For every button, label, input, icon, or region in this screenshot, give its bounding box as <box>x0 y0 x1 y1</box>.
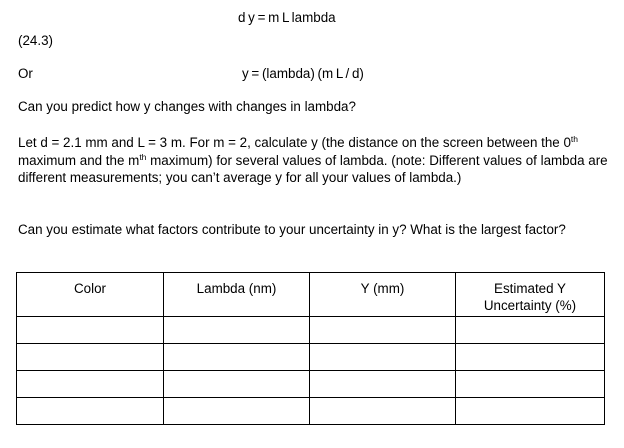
equation-line-2: y = (lambda) (m L / d) <box>242 66 364 81</box>
cell-lambda[interactable] <box>164 398 310 425</box>
question-uncertainty: Can you estimate what factors contribute to your uncertainty in y? What is the largest factor? <box>18 222 566 237</box>
or-label: Or <box>18 66 33 81</box>
header-color: Color <box>17 273 164 317</box>
cell-lambda[interactable] <box>164 317 310 344</box>
instructions-part-1: Let d = 2.1 mm and L = 3 m. For m = 2, calculate y (the distance on the screen between the 0 <box>18 135 571 150</box>
table-header-row <box>17 273 605 317</box>
question-predict: Can you predict how y changes with changes in lambda? <box>18 99 356 114</box>
equation-number: (24.3) <box>18 33 53 48</box>
cell-y[interactable] <box>310 371 456 398</box>
ordinal-suffix-0th: th <box>570 134 579 144</box>
table-row <box>17 371 605 398</box>
header-y: Y (mm) <box>310 273 456 317</box>
cell-y[interactable] <box>310 317 456 344</box>
ordinal-suffix-mth: th <box>139 151 147 162</box>
table-row <box>17 344 605 371</box>
cell-y[interactable] <box>310 398 456 425</box>
table-row <box>17 398 605 425</box>
cell-lambda[interactable] <box>164 371 310 398</box>
cell-color[interactable] <box>17 371 164 398</box>
instructions-part-2: maximum and the m <box>18 152 140 168</box>
cell-color[interactable] <box>17 317 164 344</box>
cell-uncertainty[interactable] <box>456 398 605 425</box>
instructions-part-3: maximum) for several values of lambda. (note: Different values of lambda are different measurements; you can’t average y for all your values of lambda.) <box>18 152 608 185</box>
cell-y[interactable] <box>310 344 456 371</box>
header-lambda: Lambda (nm) <box>164 273 310 317</box>
cell-uncertainty[interactable] <box>456 344 605 371</box>
table-row <box>17 317 605 344</box>
cell-uncertainty[interactable] <box>456 317 605 344</box>
equation-line-1: d y = m L lambda <box>238 10 336 25</box>
cell-color[interactable] <box>17 344 164 371</box>
instructions-paragraph <box>18 134 608 187</box>
cell-uncertainty[interactable] <box>456 371 605 398</box>
measurement-table <box>16 272 605 425</box>
cell-color[interactable] <box>17 398 164 425</box>
cell-lambda[interactable] <box>164 344 310 371</box>
header-uncertainty: Estimated Y Uncertainty (%) <box>456 273 605 317</box>
